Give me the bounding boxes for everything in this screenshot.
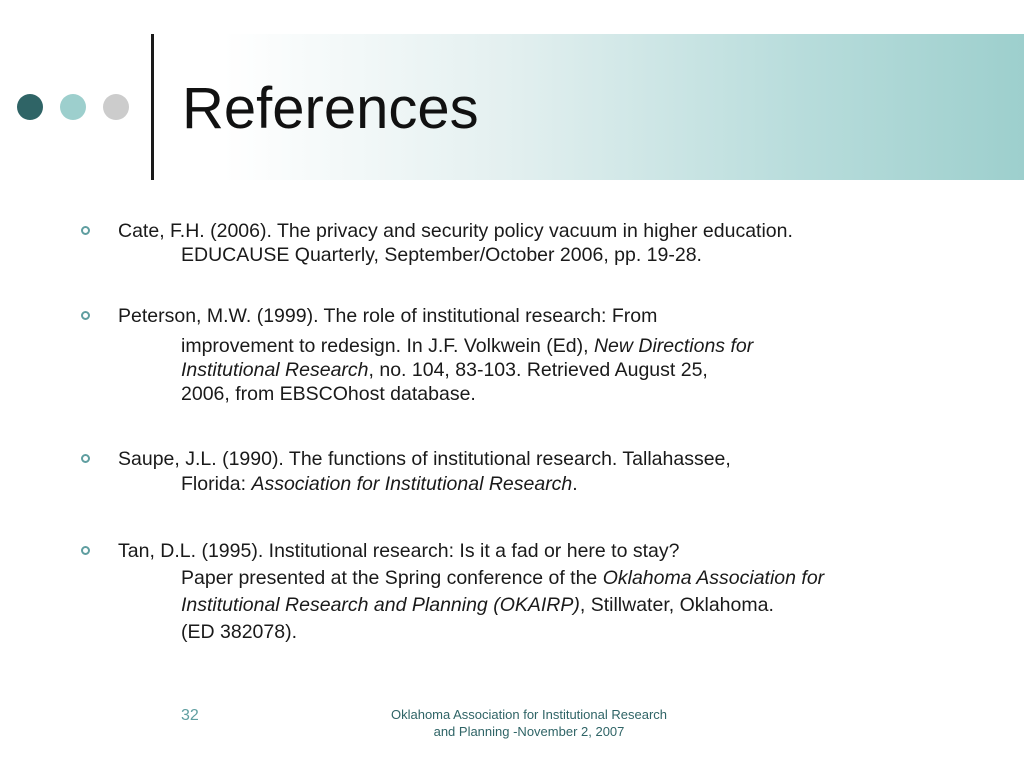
bullet-icon [81,546,90,555]
reference-line [181,472,578,496]
reference-text: improvement to redesign. In J.F. Volkwein (Ed), [181,335,594,357]
reference-line: Saupe, J.L. (1990). The functions of institutional research. Tallahassee, [118,448,731,470]
reference-text: . [572,473,578,495]
reference-line [181,593,774,617]
bullet-icon [81,311,90,320]
reference-text: Florida: [181,473,252,495]
bullet-icon [81,226,90,235]
footer-caption [354,706,704,740]
reference-line [181,358,708,382]
reference-line: (ED 382078). [181,621,297,643]
footer-line: and Planning -November 2, 2007 [433,724,625,739]
page-number: 32 [181,707,199,724]
reference-line: EDUCAUSE Quarterly, September/October 2006, pp. 19-28. [181,244,702,266]
reference-line: 2006, from EBSCOhost database. [181,383,476,405]
bullet-icon [81,454,90,463]
reference-text: , no. 104, 83-103. Retrieved August 25, [368,359,708,381]
reference-italic-text: Institutional Research [181,359,369,381]
reference-italic-text: Institutional Research and Planning (OKAIRP) [181,594,580,616]
reference-line [181,334,753,358]
reference-line: Peterson, M.W. (1999). The role of institutional research: From [118,305,658,327]
reference-italic-text: Oklahoma Association for [602,567,825,589]
slide-title: References [182,76,479,141]
footer-line: Oklahoma Association for Institutional Research [390,707,668,722]
reference-italic-text: Association for Institutional Research [251,473,573,495]
reference-line: Tan, D.L. (1995). Institutional research: Is it a fad or here to stay? [118,540,680,562]
reference-line [181,566,824,590]
reference-text: , Stillwater, Oklahoma. [579,594,774,616]
reference-italic-text: New Directions for [593,335,754,357]
reference-line: Cate, F.H. (2006). The privacy and security policy vacuum in higher education. [118,220,793,242]
reference-text: Paper presented at the Spring conference of the [181,567,603,589]
